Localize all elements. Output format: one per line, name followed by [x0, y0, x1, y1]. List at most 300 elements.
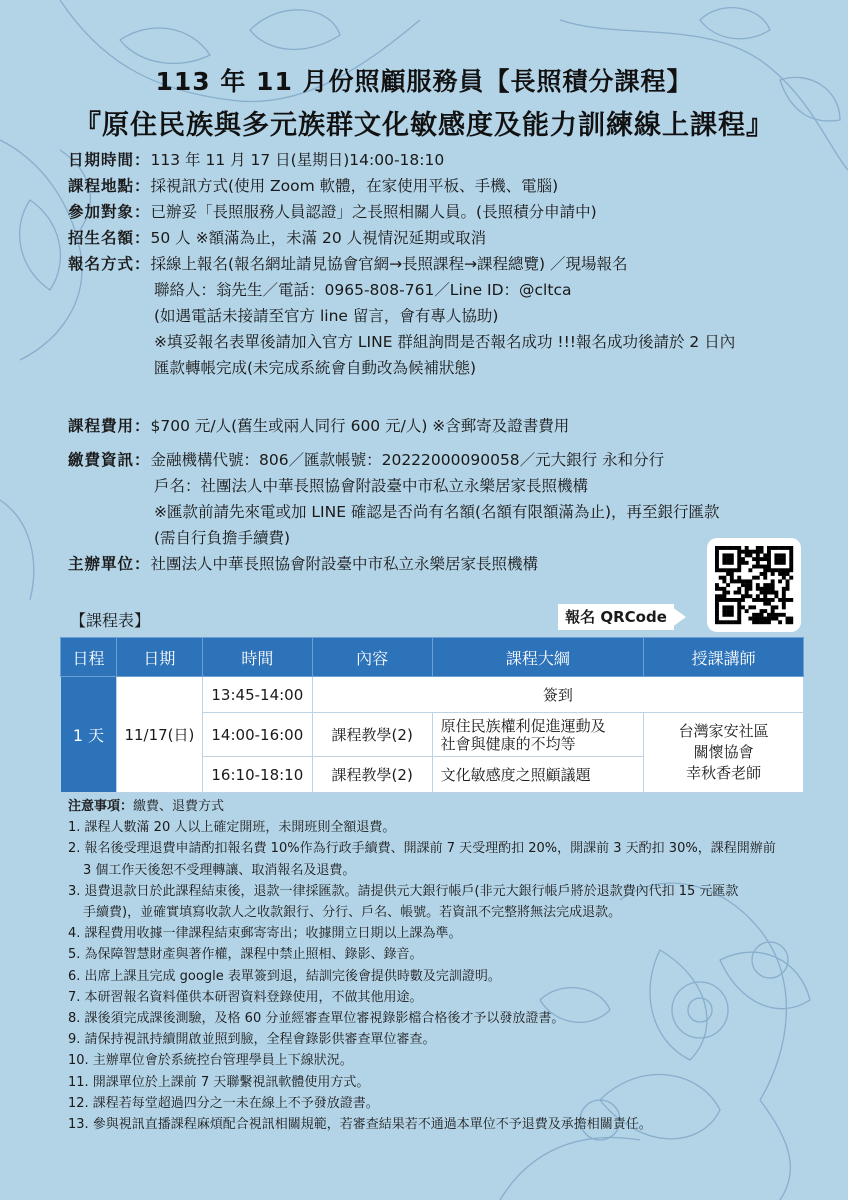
qr-module: [730, 557, 734, 561]
qr-module: [737, 602, 741, 606]
qr-module: [767, 613, 771, 617]
header-date: 日期: [116, 638, 202, 677]
host-value: 社團法人中華長照協會附設臺中市私立永樂居家長照機構: [150, 555, 539, 573]
qr-module: [726, 591, 730, 595]
qr-module: [741, 579, 745, 583]
qr-module: [756, 546, 760, 550]
qr-module: [737, 565, 741, 569]
qr-module: [737, 587, 741, 591]
qr-module: [737, 591, 741, 595]
qr-module: [726, 553, 730, 557]
quota-label: 招生名額：: [68, 229, 151, 247]
instructor-line: 關懷協會: [693, 743, 754, 761]
location-label: 課程地點：: [68, 177, 151, 195]
qr-module: [745, 587, 749, 591]
qr-module: [782, 605, 786, 609]
qr-module: [737, 553, 741, 557]
qr-module: [726, 613, 730, 617]
date-label: 日期時間：: [68, 151, 151, 169]
qr-module: [782, 591, 786, 595]
qr-module: [737, 576, 741, 580]
payment-info: [68, 447, 720, 577]
qr-module: [719, 546, 723, 550]
qr-module: [789, 557, 793, 561]
qr-module: [719, 576, 723, 580]
qr-module: [715, 613, 719, 617]
date-row: [68, 147, 735, 173]
qr-module: [722, 568, 726, 572]
qr-module: [748, 553, 752, 557]
day-count-cell: 1 天: [61, 677, 117, 793]
qr-module: [748, 583, 752, 587]
qr-module: [771, 587, 775, 591]
qr-module: [734, 568, 738, 572]
registration-note-cont: 匯款轉帳完成(未完成系統會自動改為候補狀態): [154, 359, 477, 377]
qr-module: [734, 591, 738, 595]
qr-module: [767, 568, 771, 572]
qr-module: [715, 583, 719, 587]
qr-module: [778, 568, 782, 572]
qr-module: [741, 550, 745, 554]
qr-module: [745, 594, 749, 598]
qr-module: [760, 591, 764, 595]
qr-module: [771, 605, 775, 609]
qr-module: [748, 594, 752, 598]
qr-module: [786, 617, 790, 621]
qr-module: [760, 557, 764, 561]
qr-module: [726, 598, 730, 602]
qr-module: [715, 617, 719, 621]
qr-module: [726, 572, 730, 576]
qr-module: [737, 568, 741, 572]
qr-module: [778, 613, 782, 617]
qr-module: [722, 546, 726, 550]
qr-module: [715, 594, 719, 598]
qr-module: [734, 598, 738, 602]
qr-module: [771, 568, 775, 572]
location-value: 採視訊方式(使用 Zoom 軟體，在家使用平板、手機、電腦): [150, 177, 559, 195]
qr-module: [726, 620, 730, 624]
qr-module: [756, 613, 760, 617]
qr-module: [789, 565, 793, 569]
header-outline: 課程大綱: [432, 638, 644, 677]
qr-module: [771, 609, 775, 613]
qr-module: [782, 594, 786, 598]
qr-module: [752, 557, 756, 561]
qr-module: [756, 594, 760, 598]
qr-module: [730, 609, 734, 613]
page-title: 113 年 11 月份照顧服務員【長照積分課程】: [155, 67, 693, 96]
qr-module: [715, 602, 719, 606]
qr-module: [719, 598, 723, 602]
qr-module: [789, 620, 793, 624]
qr-module: [752, 617, 756, 621]
qr-module: [730, 572, 734, 576]
payment-row: [68, 447, 720, 473]
qr-module: [763, 609, 767, 613]
qr-module: [774, 617, 778, 621]
note-item: 10. 主辦單位會於系統控台管理學員上下線狀況。: [68, 1053, 353, 1069]
contact-note: (如遇電話未接請至官方 line 留言，會有專人協助): [154, 307, 499, 325]
table-header-row: [61, 638, 804, 677]
contact-info: 聯絡人：翁先生／電話：0965-808-761／Line ID：@cltca: [154, 281, 572, 299]
qr-module: [748, 587, 752, 591]
time-cell: 16:10-18:10: [202, 757, 312, 793]
qr-module: [763, 565, 767, 569]
qr-module: [767, 553, 771, 557]
qr-module: [760, 587, 764, 591]
qr-module: [774, 568, 778, 572]
qr-module: [763, 620, 767, 624]
registration-method: 採線上報名(報名網址請見協會官網→長照課程→課程總覽) ／現場報名: [150, 255, 628, 273]
qr-module: [752, 613, 756, 617]
qr-module: [748, 568, 752, 572]
header-time: 時間: [202, 638, 312, 677]
note-item: 2. 報名後受理退費申請酌扣報名費 10%作為行政手續費、開課前 7 天受理酌扣 20%，開課前 3 天酌扣 30%，課程開辦前: [68, 841, 776, 857]
qr-module: [715, 565, 719, 569]
qr-module: [782, 568, 786, 572]
qr-module: [730, 579, 734, 583]
qr-module: [730, 546, 734, 550]
qr-module: [767, 587, 771, 591]
qr-label-arrow: [668, 604, 686, 630]
qr-module: [715, 557, 719, 561]
qr-module: [778, 620, 782, 624]
qr-module: [726, 561, 730, 565]
qr-module: [763, 557, 767, 561]
qr-module: [763, 594, 767, 598]
header-day-count: 日程: [61, 638, 117, 677]
qr-module: [760, 598, 764, 602]
qr-module: [722, 605, 726, 609]
qr-code-label: 報名 QRCode: [558, 604, 674, 630]
qr-module: [752, 576, 756, 580]
note-item: 3. 退費退款日於此課程結束後，退款一律採匯款。請提供元大銀行帳戶(非元大銀行帳戶將於退款費內代扣 15 元匯款: [68, 883, 739, 899]
qr-module: [771, 583, 775, 587]
qr-module: [771, 591, 775, 595]
instructor-cell: [644, 713, 804, 793]
date-cell: 11/17(日): [116, 677, 202, 793]
quota-row: [68, 225, 735, 251]
payment-note-cont: (需自行負擔手續費): [154, 529, 291, 547]
qr-module: [786, 572, 790, 576]
content-cell: 課程教學(2): [312, 757, 432, 793]
qr-module: [782, 546, 786, 550]
note-item: 8. 課後須完成課後測驗，及格 60 分並經審查單位審視錄影檔合格後才予以發放證書。: [68, 1011, 565, 1027]
qr-module: [763, 572, 767, 576]
qr-code[interactable]: [707, 538, 801, 632]
qr-module: [734, 546, 738, 550]
qr-module: [722, 609, 726, 613]
qr-module: [771, 572, 775, 576]
outline-line: 社會與健康的不均等: [440, 734, 576, 753]
qr-module: [737, 561, 741, 565]
qr-module: [786, 546, 790, 550]
qr-module: [722, 620, 726, 624]
qr-module: [719, 620, 723, 624]
qr-module: [763, 553, 767, 557]
qr-module: [789, 553, 793, 557]
host-label: 主辦單位：: [68, 555, 151, 573]
qr-module: [756, 550, 760, 554]
qr-module: [734, 579, 738, 583]
note-item: 11. 開課單位於上課前 7 天聯繫視訊軟體使用方式。: [68, 1074, 370, 1090]
qr-module: [767, 546, 771, 550]
qr-module: [719, 568, 723, 572]
qr-module: [763, 587, 767, 591]
note-item-cont: 手續費)，並確實填寫收款人之收款銀行、分行、戶名、帳號。若資訊不完整將無法完成退款。: [83, 905, 622, 921]
qr-module: [756, 587, 760, 591]
course-info: [68, 147, 735, 381]
qr-module: [760, 613, 764, 617]
location-row: [68, 173, 735, 199]
qr-module: [789, 598, 793, 602]
note-item: 6. 出席上課且完成 google 表單簽到退，結訓完後會提供時數及完訓證明。: [68, 968, 501, 984]
qr-module: [774, 546, 778, 550]
qr-module: [782, 598, 786, 602]
notes-heading-row: [68, 796, 776, 817]
qr-module: [726, 609, 730, 613]
qr-module: [760, 550, 764, 554]
qr-module: [722, 579, 726, 583]
qr-module: [722, 594, 726, 598]
qr-module: [752, 598, 756, 602]
qr-module: [774, 591, 778, 595]
qr-module: [763, 617, 767, 621]
qr-module: [778, 561, 782, 565]
qr-module: [726, 583, 730, 587]
qr-module: [763, 568, 767, 572]
qr-module: [782, 572, 786, 576]
qr-module: [745, 579, 749, 583]
qr-module: [737, 546, 741, 550]
qr-module: [789, 617, 793, 621]
qr-module: [745, 550, 749, 554]
qr-module: [715, 546, 719, 550]
header-content: 內容: [312, 638, 432, 677]
qr-module: [752, 620, 756, 624]
qr-module: [722, 557, 726, 561]
qr-module: [767, 561, 771, 565]
qr-module: [730, 553, 734, 557]
target-value: 已辦妥「長照服務人員認證」之長照相關人員。(長照積分申請中): [150, 203, 597, 221]
qr-module: [715, 561, 719, 565]
qr-module: [767, 617, 771, 621]
qr-module: [715, 587, 719, 591]
qr-module: [715, 609, 719, 613]
qr-module: [722, 553, 726, 557]
qr-module: [760, 546, 764, 550]
payment-label: 繳費資訊：: [68, 451, 151, 469]
time-cell: 13:45-14:00: [202, 677, 312, 713]
qr-module: [756, 565, 760, 569]
target-label: 參加對象：: [68, 203, 151, 221]
account-name: 戶名：社團法人中華長照協會附設臺中市私立永樂居家長照機構: [154, 477, 589, 495]
schedule-label: 【課程表】: [70, 611, 151, 630]
header-instructor: 授課講師: [644, 638, 804, 677]
note-item: 7. 本研習報名資料僅供本研習資料登錄使用，不做其他用途。: [68, 989, 423, 1005]
qr-code-image: [707, 538, 801, 632]
quota-value: 50 人 ※額滿為止，未滿 20 人視情況延期或取消: [150, 229, 487, 247]
qr-module: [789, 568, 793, 572]
qr-module: [726, 605, 730, 609]
qr-module: [745, 591, 749, 595]
qr-module: [719, 594, 723, 598]
qr-module: [722, 591, 726, 595]
registration-label: 報名方式：: [68, 255, 151, 273]
qr-module: [715, 550, 719, 554]
qr-module: [715, 620, 719, 624]
qr-module: [778, 557, 782, 561]
qr-module: [782, 553, 786, 557]
qr-module: [737, 605, 741, 609]
note-item: 5. 為保障智慧財產與著作權，課程中禁止照相、錄影、錄音。: [68, 947, 423, 963]
qr-module: [752, 550, 756, 554]
qr-module: [760, 620, 764, 624]
date-value: 113 年 11 月 17 日(星期日)14:00-18:10: [150, 151, 445, 169]
registration-note: ※填妥報名表單後請加入官方 LINE 群組詢問是否報名成功 !!!報名成功後請於 2 日內: [154, 333, 736, 351]
qr-module: [741, 598, 745, 602]
note-item: 12. 課程若每堂超過四分之一未在線上不予發放證書。: [68, 1095, 379, 1111]
qr-module: [767, 557, 771, 561]
note-item-cont: 3 個工作天後恕不受理轉讓、取消報名及退費。: [83, 862, 356, 878]
qr-module: [760, 609, 764, 613]
qr-module: [767, 565, 771, 569]
qr-module: [730, 561, 734, 565]
content-cell: 課程教學(2): [312, 713, 432, 757]
note-item: 4. 課程費用收據一律課程結束郵寄寄出；收據開立日期以上課為準。: [68, 926, 462, 942]
qr-module: [752, 605, 756, 609]
qr-module: [745, 583, 749, 587]
qr-module: [789, 561, 793, 565]
qr-module: [748, 605, 752, 609]
qr-module: [782, 576, 786, 580]
qr-module: [737, 598, 741, 602]
qr-module: [771, 598, 775, 602]
qr-module: [715, 598, 719, 602]
qr-module: [715, 553, 719, 557]
qr-module: [756, 561, 760, 565]
qr-module: [756, 583, 760, 587]
qr-module: [767, 591, 771, 595]
qr-module: [778, 553, 782, 557]
qr-module: [730, 576, 734, 580]
fee-row: [68, 413, 569, 439]
qr-module: [760, 617, 764, 621]
qr-module: [756, 557, 760, 561]
qr-module: [748, 579, 752, 583]
qr-module: [752, 565, 756, 569]
qr-module: [786, 583, 790, 587]
notes-section: [68, 796, 776, 1135]
payment-note: ※匯款前請先來電或加 LINE 確認是否尚有名額(名額有限額滿為止)，再至銀行匯款: [154, 503, 720, 521]
qr-module: [745, 561, 749, 565]
host-row: [68, 551, 720, 577]
qr-module: [737, 609, 741, 613]
qr-module: [741, 557, 745, 561]
instructor-line: 幸秋香老師: [686, 764, 762, 782]
qr-module: [737, 550, 741, 554]
qr-module: [786, 568, 790, 572]
qr-module: [760, 565, 764, 569]
qr-module: [722, 598, 726, 602]
qr-module: [763, 583, 767, 587]
qr-module: [763, 602, 767, 606]
target-row: [68, 199, 735, 225]
qr-module: [786, 620, 790, 624]
qr-module: [789, 550, 793, 554]
fee-label: 課程費用：: [68, 417, 151, 435]
qr-module: [756, 617, 760, 621]
outline-line: 原住民族權利促進運動及: [440, 716, 606, 735]
qr-module: [771, 617, 775, 621]
qr-module: [771, 546, 775, 550]
qr-module: [726, 557, 730, 561]
qr-module: [778, 598, 782, 602]
qr-module: [737, 579, 741, 583]
checkin-cell: 簽到: [312, 677, 803, 713]
qr-module: [719, 587, 723, 591]
bank-info: 金融機構代號：806／匯款帳號：20222000090058／元大銀行 永和分行: [150, 451, 665, 469]
notes-heading-rest: 繳費、退費方式: [133, 799, 225, 814]
qr-module: [741, 561, 745, 565]
table-row: [61, 677, 804, 713]
qr-module: [774, 594, 778, 598]
qr-module: [726, 568, 730, 572]
qr-module: [771, 579, 775, 583]
qr-module: [730, 605, 734, 609]
qr-module: [763, 576, 767, 580]
qr-module: [786, 579, 790, 583]
qr-module: [760, 572, 764, 576]
qr-module: [782, 613, 786, 617]
qr-module: [756, 576, 760, 580]
qr-module: [763, 591, 767, 595]
qr-module: [774, 553, 778, 557]
qr-module: [774, 613, 778, 617]
registration-row: [68, 251, 735, 277]
qr-module: [737, 620, 741, 624]
qr-module: [774, 561, 778, 565]
note-item: 9. 請保持視訊持續開啟並照到臉，全程會錄影供審查單位審查。: [68, 1032, 436, 1048]
qr-module: [778, 579, 782, 583]
qr-module: [722, 576, 726, 580]
qr-module: [741, 605, 745, 609]
qr-module: [782, 561, 786, 565]
qr-module: [756, 620, 760, 624]
qr-module: [756, 553, 760, 557]
qr-module: [782, 587, 786, 591]
qr-module: [730, 620, 734, 624]
note-item: 1. 課程人數滿 20 人以上確定開班，未開班則全額退費。: [68, 820, 396, 836]
qr-module: [722, 587, 726, 591]
qr-module: [789, 546, 793, 550]
qr-module: [778, 572, 782, 576]
qr-module: [767, 598, 771, 602]
qr-module: [763, 598, 767, 602]
qr-module: [722, 613, 726, 617]
qr-module: [722, 561, 726, 565]
qr-module: [745, 546, 749, 550]
qr-module: [782, 602, 786, 606]
outline-cell: 文化敏感度之照顧議題: [432, 757, 644, 793]
qr-module: [734, 620, 738, 624]
qr-module: [748, 617, 752, 621]
schedule-table: [60, 637, 804, 793]
time-cell: 14:00-16:00: [202, 713, 312, 757]
qr-module: [726, 546, 730, 550]
note-item: 13. 參與視訊直播課程麻煩配合視訊相關規範，若審查結果若不通過本單位不予退費及承擔相關責任。: [68, 1117, 652, 1133]
